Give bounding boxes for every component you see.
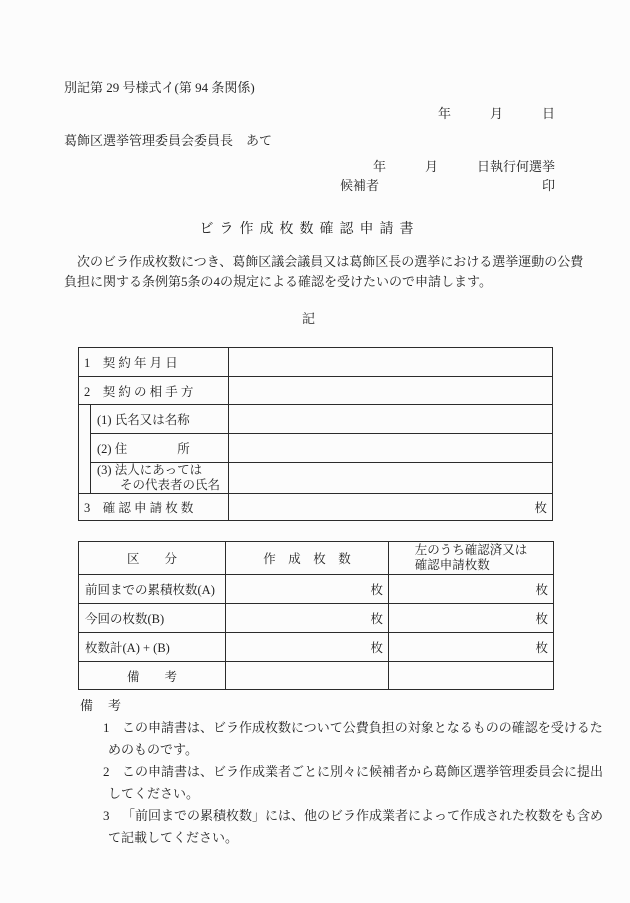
note-item — [103, 805, 604, 849]
table-row — [79, 463, 553, 494]
address-field — [229, 434, 553, 463]
sub-row-strip — [79, 405, 91, 494]
header-category: 区 分 — [79, 542, 226, 575]
candidate-label: 候補者 — [340, 178, 380, 193]
row-label-previous-total: 前回までの累積枚数(A) — [79, 575, 226, 604]
representative-label-line2: その代表者の氏名 — [120, 478, 221, 492]
note-text: 「前回までの累積枚数」には、他のビラ作成業者によって作成された枚数をも含め — [122, 808, 604, 823]
body-line: 負担に関する条例第5条の4の規定による確認を受けたいので申請します。 — [64, 274, 492, 289]
row-label-contract-party: 2 契 約 の 相 手 方 — [79, 377, 229, 405]
representative-label-line1: (3) 法人にあっては — [97, 463, 203, 477]
table-row — [79, 405, 553, 434]
date-line: 年 月 日 — [437, 106, 555, 121]
contract-party-field — [229, 377, 553, 405]
representative-field — [229, 463, 553, 494]
current-produced-field: 枚 — [226, 604, 389, 633]
page-title: ビラ作成枚数確認申請書 — [199, 222, 420, 237]
body-paragraph — [64, 252, 584, 292]
table-row — [79, 575, 554, 604]
contract-table — [78, 347, 553, 521]
row-label-name: (1) 氏名又は名称 — [91, 405, 229, 434]
seal-label: 印 — [541, 178, 555, 193]
remarks-label: 備 考 — [79, 662, 226, 690]
name-field — [229, 405, 553, 434]
current-confirmed-field: 枚 — [389, 604, 554, 633]
header-produced-count: 作 成 枚 数 — [226, 542, 389, 575]
note-text: この申請書は、ビラ作成枚数について公費負担の対象となるものの確認を受けるた — [122, 720, 603, 735]
header-confirmed-line2: 確認申請枚数 — [414, 558, 490, 572]
row-label-requested-count: 3 確 認 申 請 枚 数 — [79, 494, 229, 521]
notes-section — [64, 698, 604, 849]
table-row — [79, 494, 553, 521]
table-row — [79, 377, 553, 405]
table-row — [79, 604, 554, 633]
table-row — [79, 434, 553, 463]
note-line — [103, 717, 603, 739]
note-line — [103, 805, 604, 827]
header-row — [79, 542, 554, 575]
note-line: めのものです。 — [108, 742, 198, 757]
note-number: 2 — [103, 764, 110, 779]
note-text: この申請書は、ビラ作成業者ごとに別々に候補者から葛飾区選挙管理委員会に提出 — [122, 764, 604, 779]
table-row — [79, 633, 554, 662]
note-line: て記載してください。 — [108, 830, 239, 845]
form-number: 別記第 29 号様式イ(第 94 条関係) — [64, 80, 255, 95]
note-item — [103, 717, 603, 761]
remarks-field-1 — [226, 662, 389, 690]
row-label-current-count: 今回の枚数(B) — [79, 604, 226, 633]
remarks-row — [79, 662, 554, 690]
header-confirmed-line1: 左のうち確認済又は — [414, 543, 528, 557]
total-confirmed-field: 枚 — [389, 633, 554, 662]
body-line: 次のビラ作成枚数につき、葛飾区議会議員又は葛飾区長の選挙における選挙運動の公費 — [64, 254, 584, 269]
note-number: 3 — [103, 808, 110, 823]
row-label-total-count: 枚数計(A) + (B) — [79, 633, 226, 662]
remarks-field-2 — [389, 662, 554, 690]
ki-label: 記 — [301, 311, 317, 326]
count-summary-table — [78, 541, 554, 690]
note-line: してください。 — [108, 786, 200, 801]
total-produced-field: 枚 — [226, 633, 389, 662]
row-label-representative — [91, 463, 229, 494]
row-label-address: (2) 住 所 — [91, 434, 229, 463]
addressee-line: 葛飾区選挙管理委員会委員長 あて — [64, 133, 273, 148]
previous-total-confirmed-field: 枚 — [389, 575, 554, 604]
requested-count-field: 枚 — [229, 494, 553, 521]
notes-heading: 備 考 — [80, 698, 123, 713]
note-line — [103, 761, 604, 783]
row-label-contract-date: 1 契 約 年 月 日 — [79, 348, 229, 377]
previous-total-produced-field: 枚 — [226, 575, 389, 604]
note-item — [103, 761, 604, 805]
candidate-row — [340, 179, 555, 193]
contract-date-field — [229, 348, 553, 377]
header-confirmed-count — [389, 542, 554, 575]
table-row — [79, 348, 553, 377]
note-number: 1 — [103, 720, 110, 735]
election-date-line: 年 月 日執行何選挙 — [372, 159, 555, 174]
